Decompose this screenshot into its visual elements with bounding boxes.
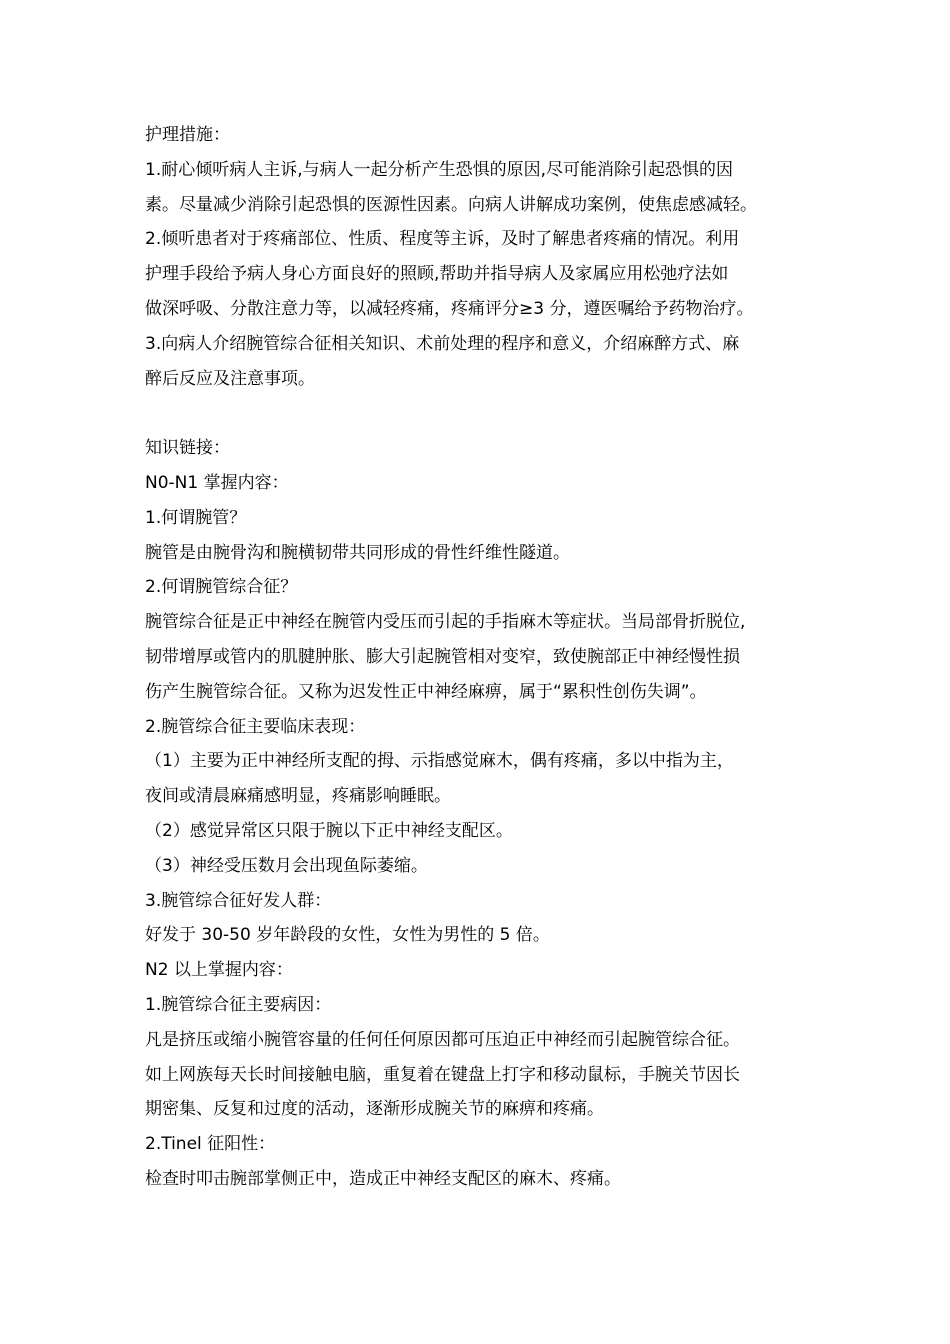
knowledge-line: （1）主要为正中神经所支配的拇、示指感觉麻木，偶有疼痛，多以中指为主，: [145, 751, 734, 772]
knowledge-line: 伤产生腕管综合征。又称为迟发性正中神经麻痹，属于“累积性创伤失调”。: [145, 681, 707, 702]
knowledge-heading: 知识链接：: [145, 438, 230, 459]
nursing-line: 2.倾听患者对于疼痛部位、性质、程度等主诉，及时了解患者疼痛的情况。利用: [145, 229, 740, 250]
knowledge-line: 1.腕管综合征主要病因：: [145, 994, 332, 1015]
knowledge-line: N0-N1 掌握内容：: [145, 472, 289, 493]
nursing-line: 护理手段给予病人身心方面良好的照顾,帮助并指导病人及家属应用松弛疗法如: [145, 264, 729, 285]
knowledge-line: 如上网族每天长时间接触电脑，重复着在键盘上打字和移动鼠标，手腕关节因长: [145, 1064, 740, 1085]
knowledge-line: 凡是挤压或缩小腕管容量的任何任何原因都可压迫正中神经而引起腕管综合征。: [145, 1029, 740, 1050]
knowledge-line: 3.腕管综合征好发人群：: [145, 890, 332, 911]
nursing-line: 1.耐心倾听病人主诉,与病人一起分析产生恐惧的原因,尽可能消除引起恐惧的因: [145, 159, 734, 180]
knowledge-line: 2.何谓腕管综合征？: [145, 577, 298, 598]
knowledge-line: 好发于 30-50 岁年龄段的女性，女性为男性的 5 倍。: [145, 925, 550, 946]
nursing-line: 醉后反应及注意事项。: [145, 368, 315, 389]
knowledge-line: 期密集、反复和过度的活动，逐渐形成腕关节的麻痹和疼痛。: [145, 1099, 604, 1120]
knowledge-line: 腕管综合征是正中神经在腕管内受压而引起的手指麻木等症状。当局部骨折脱位,: [145, 612, 746, 633]
nursing-line: 3.向病人介绍腕管综合征相关知识、术前处理的程序和意义，介绍麻醉方式、麻: [145, 333, 740, 354]
knowledge-line: （2）感觉异常区只限于腕以下正中神经支配区。: [145, 820, 513, 841]
knowledge-line: 2.腕管综合征主要临床表现：: [145, 716, 366, 737]
knowledge-line: N2 以上掌握内容：: [145, 960, 293, 981]
knowledge-line: 韧带增厚或管内的肌腱肿胀、膨大引起腕管相对变窄，致使腕部正中神经慢性损: [145, 646, 740, 667]
nursing-line: 素。尽量减少消除引起恐惧的医源性因素。向病人讲解成功案例，使焦虑感减轻。: [145, 194, 757, 215]
document-page: [145, 118, 815, 1197]
knowledge-line: 检查时叩击腕部掌侧正中，造成正中神经支配区的麻木、疼痛。: [145, 1168, 621, 1189]
blank-line: [145, 396, 815, 431]
nursing-line: 做深呼吸、分散注意力等，以减轻疼痛，疼痛评分≥3 分，遵医嘱给予药物治疗。: [145, 298, 754, 319]
knowledge-line: （3）神经受压数月会出现鱼际萎缩。: [145, 855, 428, 876]
knowledge-line: 2.Tinel 征阳性：: [145, 1134, 276, 1155]
nursing-heading: 护理措施：: [145, 125, 230, 145]
knowledge-line: 1.何谓腕管？: [145, 507, 247, 528]
knowledge-line: 夜间或清晨麻痛感明显，疼痛影响睡眠。: [145, 786, 451, 807]
knowledge-line: 腕管是由腕骨沟和腕横韧带共同形成的骨性纤维性隧道。: [145, 542, 570, 563]
